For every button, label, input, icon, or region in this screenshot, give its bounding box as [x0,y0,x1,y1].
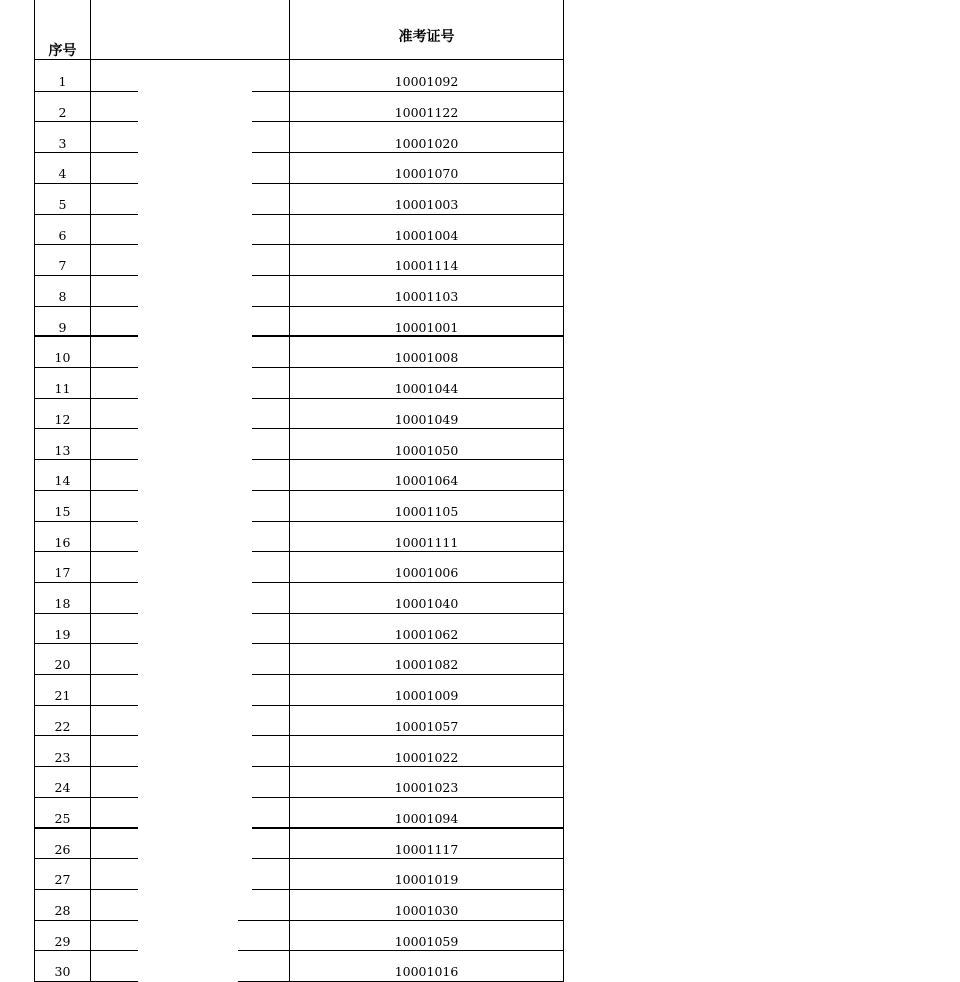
seq-cell: 6 [58,227,67,243]
exam-number-cell: 10001003 [394,196,459,212]
exam-number-cell: 10001050 [394,442,459,458]
seq-cell: 7 [58,258,67,274]
seq-cell: 2 [58,104,67,120]
seq-cell: 14 [54,473,71,489]
exam-number-cell: 10001006 [394,565,459,581]
exam-number-cell: 10001070 [394,166,459,182]
seq-cell: 12 [54,411,71,427]
exam-number-cell: 10001122 [394,104,459,120]
seq-cell: 25 [54,810,71,826]
seq-cell: 22 [54,718,71,734]
exam-number-cell: 10001001 [394,319,459,335]
header-exam-number-label: 准考证号 [398,29,455,45]
exam-number-cell: 10001040 [394,596,459,612]
seq-cell: 18 [54,596,71,612]
seq-cell: 23 [54,749,71,765]
seq-cell: 11 [54,381,71,397]
seq-cell: 27 [54,872,71,888]
seq-cell: 5 [58,196,67,212]
seq-cell: 9 [58,319,67,335]
seq-cell: 4 [58,166,67,182]
seq-cell: 24 [54,780,71,796]
exam-number-cell: 10001016 [394,964,459,980]
seq-cell: 28 [54,903,71,919]
exam-number-cell: 10001064 [394,473,459,489]
seq-cell: 3 [58,135,67,151]
seq-cell: 26 [54,841,71,857]
exam-number-cell: 10001030 [394,903,459,919]
exam-number-cell: 10001114 [394,258,459,274]
exam-number-cell: 10001117 [394,841,459,857]
seq-cell: 17 [54,565,71,581]
seq-cell: 8 [58,289,67,305]
seq-cell: 20 [54,657,71,673]
exam-number-cell: 10001057 [394,718,459,734]
exam-number-cell: 10001023 [394,780,459,796]
exam-number-cell: 10001111 [394,534,459,550]
exam-number-cell: 10001105 [394,503,459,519]
seq-cell: 30 [54,964,71,980]
seq-cell: 1 [58,74,67,90]
exam-number-cell: 10001020 [394,135,459,151]
exam-number-cell: 10001094 [394,810,459,826]
exam-number-cell: 10001059 [394,933,459,949]
exam-number-cell: 10001019 [394,872,459,888]
exam-number-cell: 10001103 [394,289,459,305]
exam-number-cell: 10001049 [394,411,459,427]
seq-cell: 13 [54,442,71,458]
exam-number-cell: 10001062 [394,626,459,642]
exam-number-cell: 10001092 [394,74,459,90]
header-seq-label: 序号 [48,43,77,59]
seq-cell: 16 [54,534,71,550]
seq-cell: 29 [54,933,71,949]
exam-number-cell: 10001044 [394,381,459,397]
exam-number-cell: 10001022 [394,749,459,765]
seq-cell: 21 [54,688,71,704]
exam-number-cell: 10001082 [394,657,459,673]
seq-cell: 15 [54,503,71,519]
seq-cell: 19 [54,626,71,642]
exam-number-cell: 10001009 [394,688,459,704]
exam-number-cell: 10001004 [394,227,459,243]
exam-number-cell: 10001008 [394,350,459,366]
seq-cell: 10 [54,350,71,366]
